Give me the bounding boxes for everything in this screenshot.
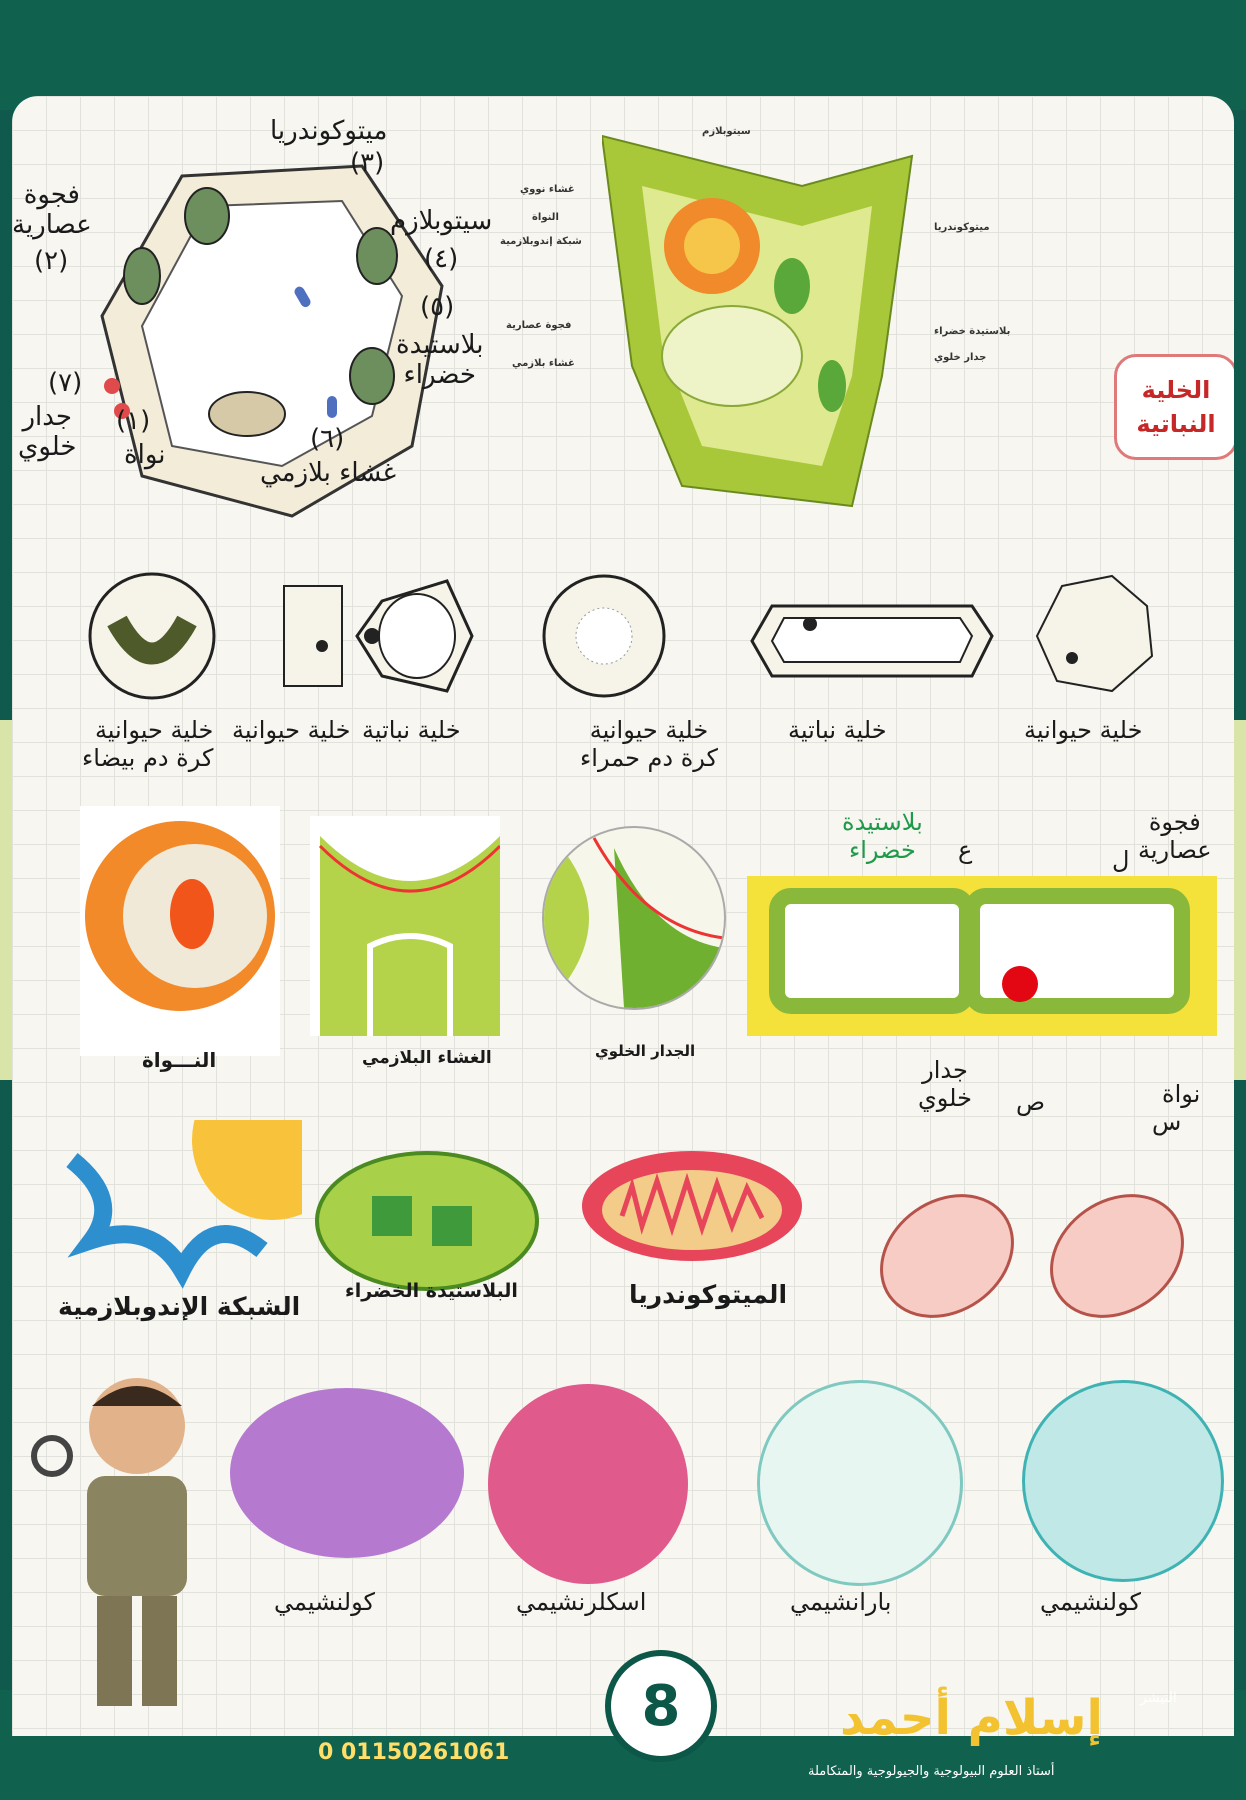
tb-label-cytoplasm: سيتوبلازم <box>702 126 751 137</box>
worksheet-page <box>12 96 1234 1736</box>
elodea-label-plastid: بلاستيدة خضراء <box>842 808 923 864</box>
label-nucleus-number: (١) <box>116 406 151 436</box>
celltype-label-1: خلية حيوانية كرة دم بيضاء <box>82 716 214 772</box>
tb-label-plasma-membrane: غشاء بلازمي <box>512 358 575 369</box>
label-wall-number: (٧) <box>48 368 83 398</box>
tissue-collenchyma-purple <box>230 1388 464 1558</box>
mitochondria-image <box>572 1136 812 1276</box>
elodea-label-wall: جدار خلوي <box>918 1056 972 1112</box>
tb-label-nuclear-membrane: غشاء نووي <box>520 184 575 195</box>
organelle-label-mitochondria: الميتوكوندريا <box>629 1280 788 1309</box>
cell-wall-image <box>542 826 726 1010</box>
label-vacuole: فجوة عصارية <box>12 180 92 240</box>
tb-label-plastid: بلاستيدة خضراء <box>934 326 1011 337</box>
tb-label-nucleus: النواة <box>532 212 559 223</box>
tb-label-er: شبكة إندوبلازمية <box>500 236 582 247</box>
brand-tagline: أستاذ العلوم البيولوجية والجيولوجية والمتكاملة <box>808 1764 1055 1779</box>
brand-stamp: التيشر <box>1140 1690 1177 1706</box>
label-mitochondria-number: (٣) <box>350 148 385 178</box>
tissue-sclerenchyma <box>488 1384 688 1584</box>
elodea-letter-sad: ص <box>1016 1088 1046 1116</box>
elodea-label-vacuole: فجوة عصارية <box>1138 808 1212 864</box>
teacher-caricature <box>22 1366 252 1736</box>
label-vacuole-number: (٢) <box>34 246 69 276</box>
label-plastid-number: (٥) <box>420 292 455 322</box>
organelle-label-nucleus: النـــواة <box>142 1048 217 1072</box>
tissue-parenchyma <box>757 1380 963 1586</box>
tissue-label-4: كولنشيمي <box>1040 1588 1141 1616</box>
label-nucleus: نواة <box>124 440 166 470</box>
celltype-label-2: خلية حيوانية <box>232 716 351 744</box>
organelle-label-wall: الجدار الخلوي <box>595 1042 696 1060</box>
label-membrane-number: (٦) <box>310 424 345 454</box>
organelle-label-chloroplast: البلاستيدة الخضراء <box>345 1280 518 1302</box>
cell-types-row <box>72 566 1172 706</box>
organelle-label-er: الشبكة الإندوبلازمية <box>58 1292 301 1321</box>
page-number: 8 <box>605 1650 717 1762</box>
celltype-label-3: خلية نباتية <box>362 716 461 744</box>
label-plasma-membrane: غشاء بلازمي <box>260 458 397 488</box>
tb-label-cell-wall: جدار خلوي <box>934 352 987 363</box>
mitochondria-sketches <box>862 1166 1212 1326</box>
top-frame <box>0 0 1246 110</box>
tb-label-vacuole: فجوة عصارية <box>506 320 572 331</box>
phone-number: 0 01150261061 <box>318 1740 510 1765</box>
tissue-label-3: بارانشيمي <box>790 1588 892 1616</box>
elodea-letter-ain: ع <box>958 836 973 864</box>
tb-label-mitochondria: ميتوكوندريا <box>934 222 990 233</box>
plasma-membrane-image <box>310 816 500 1036</box>
textbook-plant-cell <box>602 126 932 526</box>
celltype-label-4: خلية حيوانية كرة دم حمراء <box>580 716 718 772</box>
label-plastid: بلاستيدة خضراء <box>396 330 484 390</box>
label-mitochondria: ميتوكوندريا <box>270 116 388 146</box>
plant-cell-title: الخلية النباتية <box>1114 354 1234 460</box>
organelle-label-membrane: الغشاء البلازمي <box>362 1048 492 1068</box>
nucleus-image <box>80 806 280 1056</box>
elodea-label-nucleus: نواة <box>1162 1080 1201 1108</box>
brand-name: إسلام أحمد <box>840 1690 1103 1746</box>
label-cytoplasm-number: (٤) <box>424 244 459 274</box>
chloroplast-image <box>312 1146 542 1296</box>
tissue-label-2: اسكلرنشيمي <box>516 1588 647 1616</box>
elodea-letter-seen: س <box>1152 1108 1182 1136</box>
label-cell-wall: جدار خلوي <box>18 402 77 462</box>
celltype-label-6: خلية حيوانية <box>1024 716 1143 744</box>
label-cytoplasm: سيتوبلازم <box>390 206 493 236</box>
elodea-leaf-cells <box>747 876 1217 1036</box>
tissue-label-1: كولنشيمي <box>274 1588 375 1616</box>
elodea-letter-lam: ل <box>1112 846 1130 874</box>
tissue-collenchyma-teal <box>1022 1380 1224 1582</box>
er-image <box>52 1120 302 1290</box>
celltype-label-5: خلية نباتية <box>788 716 887 744</box>
